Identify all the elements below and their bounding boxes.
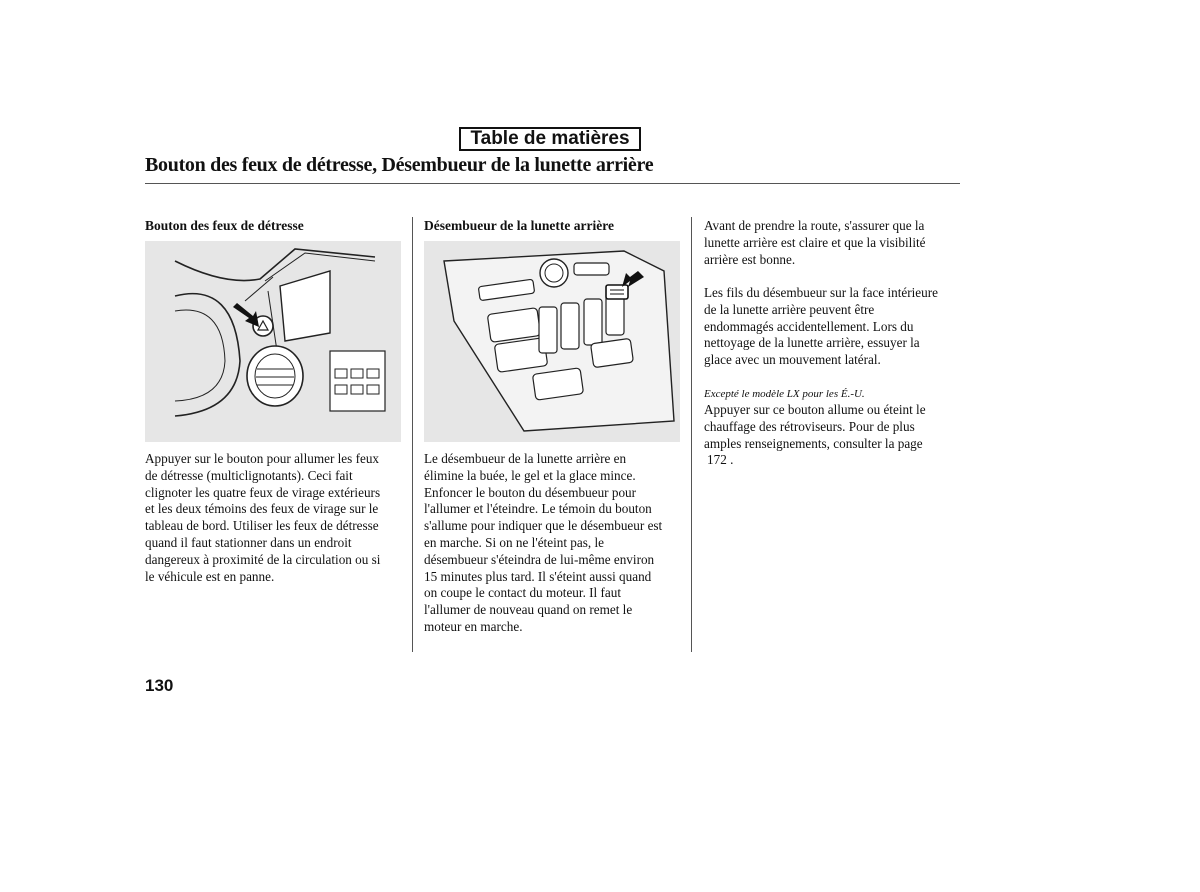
defroster-note-paragraph-1: Avant de prendre la route, s'assurer que la lunette arrière est claire et que la visibilité arrière est bonne.	[704, 218, 926, 267]
defroster-note-paragraph-2: Les fils du désembueur sur la face intérieure de la lunette arrière peuvent être endommagés accidentellement. Lors du nettoyage de la lunette arrière, essuyer la glace avec un mouvement latéral.	[704, 285, 938, 368]
defroster-illustration-icon	[424, 241, 680, 442]
page-reference-link[interactable]: 172 .	[707, 452, 734, 467]
title-divider	[145, 183, 960, 184]
hazard-button-illustration	[145, 241, 401, 442]
page-number: 130	[145, 676, 174, 695]
mirror-heater-paragraph: Appuyer sur ce bouton allume ou éteint le chauffage des rétroviseurs. Pour de plus amples renseignements, consulter la page	[704, 402, 926, 451]
column-divider-left	[412, 217, 413, 652]
page-title: Bouton des feux de détresse, Désembueur de la lunette arrière	[145, 154, 654, 176]
defroster-description: Le désembueur de la lunette arrière en élimine la buée, le gel et la glace mince. Enfoncer le bouton du désembueur pour l'allumer et l'éteindre. Le témoin du bouton s'allume pour indiquer que le désembueur est en marche. Si on ne l'éteint pas, le désembueur s'éteindra de lui-même environ 15 minutes plus tard. Il s'éteint aussi quand on coupe le contact du moteur. Il faut l'allumer de nouveau quand on remet le moteur en marche.	[424, 451, 663, 634]
defroster-button-illustration	[424, 241, 680, 442]
column-divider-right	[691, 217, 692, 652]
table-of-contents-button[interactable]: Table de matières	[459, 127, 641, 151]
defroster-section-heading: Désembueur de la lunette arrière	[424, 218, 614, 233]
hazard-illustration-icon	[145, 241, 401, 442]
hazard-description: Appuyer sur le bouton pour allumer les feux de détresse (multiclignotants). Ceci fait clignoter les quatre feux de virage extérieurs et les deux témoins des feux de virage sur le tableau de bord. Utiliser les feux de détresse quand il faut stationner dans un endroit dangereux à proximité de la circulation ou si le véhicule est en panne.	[145, 451, 381, 584]
model-exception-note: Excepté le modèle LX pour les É.-U.	[704, 388, 865, 400]
hazard-section-heading: Bouton des feux de détresse	[145, 218, 304, 233]
